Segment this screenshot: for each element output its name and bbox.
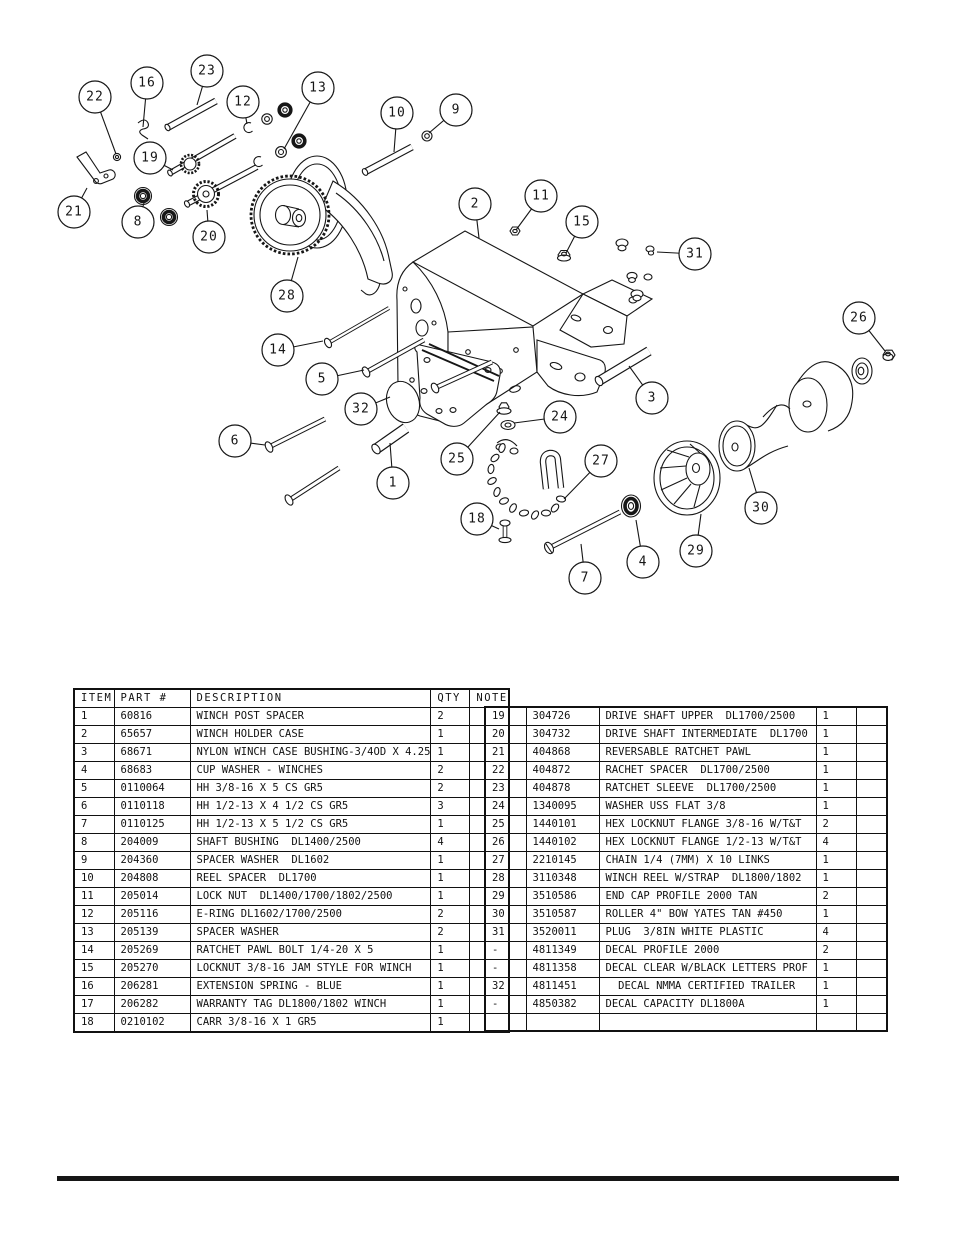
table-cell: 2	[431, 708, 470, 726]
svg-text:29: 29	[687, 543, 705, 559]
svg-text:2: 2	[470, 196, 480, 212]
table-row	[485, 834, 887, 852]
table-cell: DRIVE SHAFT UPPER DL1700/2500	[599, 707, 816, 726]
balloon-20	[193, 210, 225, 253]
table-row	[485, 798, 887, 816]
table-cell	[856, 978, 887, 996]
svg-text:25: 25	[448, 451, 466, 467]
table-cell: 2210145	[526, 852, 599, 870]
svg-text:3: 3	[647, 390, 657, 406]
balloon-30	[745, 468, 777, 524]
table-cell: WINCH REEL W/STRAP DL1800/1802	[599, 870, 816, 888]
carriage-bolt-part	[499, 520, 511, 543]
table-cell	[856, 834, 887, 852]
table-cell: 2	[431, 924, 470, 942]
table-cell: 404878	[526, 780, 599, 798]
table-cell: DECAL NMMA CERTIFIED TRAILER	[599, 978, 816, 996]
table-row	[74, 960, 509, 978]
balloon-12	[227, 86, 259, 124]
table-cell: 1	[431, 960, 470, 978]
balloon-11	[516, 180, 557, 230]
svg-text:11: 11	[532, 188, 550, 204]
balloon-29	[680, 514, 712, 567]
table-cell: 0210102	[114, 1014, 190, 1033]
svg-text:4: 4	[638, 554, 648, 570]
table-row	[74, 834, 509, 852]
balloon-21	[58, 188, 90, 228]
balloon-14	[262, 334, 323, 366]
svg-text:21: 21	[65, 204, 83, 220]
table-cell: NYLON WINCH CASE BUSHING-3/4OD X 4.25	[190, 744, 431, 762]
roller-bushing-nut-parts	[852, 350, 895, 384]
balloon-6	[219, 425, 265, 457]
table-cell: 24	[485, 798, 526, 816]
col-header-part: PART #	[114, 689, 190, 708]
table-cell: 21	[485, 744, 526, 762]
svg-text:7: 7	[580, 570, 590, 586]
table-cell: 4811451	[526, 978, 599, 996]
table-cell: WINCH POST SPACER	[190, 708, 431, 726]
table-cell: 0110064	[114, 780, 190, 798]
end-cap-part	[654, 441, 720, 515]
table-cell: DRIVE SHAFT INTERMEDIATE DL1700	[599, 726, 816, 744]
table-cell: 206281	[114, 978, 190, 996]
table-row	[485, 906, 887, 924]
table-cell: 13	[74, 924, 114, 942]
table-cell: 4	[816, 834, 856, 852]
table-cell: 5	[74, 780, 114, 798]
balloon-27	[564, 445, 617, 499]
table-cell: 404872	[526, 762, 599, 780]
table-cell: 1340095	[526, 798, 599, 816]
table-row	[74, 744, 509, 762]
table-cell: 404868	[526, 744, 599, 762]
table-cell: 205270	[114, 960, 190, 978]
table-cell	[856, 996, 887, 1014]
table-cell: 4850382	[526, 996, 599, 1014]
table-row	[74, 798, 509, 816]
balloon-23	[191, 55, 223, 105]
parts-table-left	[73, 688, 510, 1033]
svg-text:22: 22	[86, 89, 104, 105]
table-cell: E-RING DL1602/1700/2500	[190, 906, 431, 924]
table-cell	[856, 816, 887, 834]
table-cell: 1	[431, 726, 470, 744]
table-cell: 1	[816, 960, 856, 978]
table-cell	[856, 942, 887, 960]
table-cell	[856, 744, 887, 762]
winch-post-spacer-part	[370, 428, 406, 455]
table-cell: 1	[816, 780, 856, 798]
table-cell: 1	[816, 707, 856, 726]
table-cell: 4811358	[526, 960, 599, 978]
lock-nut-parts	[510, 227, 571, 261]
svg-text:15: 15	[573, 214, 591, 230]
svg-text:18: 18	[468, 511, 486, 527]
table-cell: 204360	[114, 852, 190, 870]
table-cell: 20	[485, 726, 526, 744]
svg-text:26: 26	[850, 310, 868, 326]
table-row	[74, 978, 509, 996]
table-row	[485, 960, 887, 978]
svg-text:23: 23	[198, 63, 216, 79]
flange-nut-washer-parts	[497, 403, 515, 430]
svg-text:12: 12	[234, 94, 252, 110]
table-cell: 28	[485, 870, 526, 888]
callout-balloons	[58, 55, 885, 594]
table-cell: 7	[74, 816, 114, 834]
table-cell	[856, 924, 887, 942]
svg-text:5: 5	[317, 371, 327, 387]
table-cell: -	[485, 942, 526, 960]
svg-text:13: 13	[309, 80, 327, 96]
table-cell: 1	[431, 1014, 470, 1033]
table-cell: 1	[431, 816, 470, 834]
table-row	[74, 1014, 509, 1033]
svg-text:9: 9	[451, 102, 461, 118]
table-cell: 11	[74, 888, 114, 906]
table-cell: HH 1/2-13 X 5 1/2 CS GR5	[190, 816, 431, 834]
table-cell: 23	[485, 780, 526, 798]
table-cell	[816, 1014, 856, 1031]
ratchet-pawl-part	[77, 152, 115, 184]
table-cell: 3510586	[526, 888, 599, 906]
table-cell	[856, 780, 887, 798]
table-cell	[856, 798, 887, 816]
table-cell	[856, 1014, 887, 1031]
table-row	[74, 762, 509, 780]
svg-text:6: 6	[230, 433, 240, 449]
table-cell: 16	[74, 978, 114, 996]
table-cell: 1	[431, 870, 470, 888]
table-cell	[856, 870, 887, 888]
balloon-22	[79, 81, 116, 154]
table-row	[74, 708, 509, 726]
col-header-item: ITEM	[74, 689, 114, 708]
table-cell: 1	[431, 744, 470, 762]
table-cell: 1	[816, 744, 856, 762]
table-cell: RATCHET PAWL BOLT 1/4-20 X 5	[190, 942, 431, 960]
table-cell: 1	[74, 708, 114, 726]
table-cell: 30	[485, 906, 526, 924]
table-row	[74, 996, 509, 1014]
svg-text:10: 10	[388, 105, 406, 121]
table-row	[74, 852, 509, 870]
table-row	[74, 906, 509, 924]
winch-reel-part	[251, 156, 392, 295]
table-row	[485, 780, 887, 798]
table-cell: 1	[816, 726, 856, 744]
table-cell	[856, 888, 887, 906]
table-cell: CARR 3/8-16 X 1 GR5	[190, 1014, 431, 1033]
table-cell: CUP WASHER - WINCHES	[190, 762, 431, 780]
spacer-washer-part	[422, 131, 432, 141]
table-cell	[526, 1014, 599, 1031]
table-cell: 14	[74, 942, 114, 960]
table-cell: HH 1/2-13 X 4 1/2 CS GR5	[190, 798, 431, 816]
table-cell: REEL SPACER DL1700	[190, 870, 431, 888]
table-cell: 1	[816, 870, 856, 888]
svg-text:8: 8	[133, 214, 143, 230]
svg-text:28: 28	[278, 288, 296, 304]
table-cell: 1	[431, 942, 470, 960]
table-cell: 2	[816, 816, 856, 834]
table-cell: PLUG 3/8IN WHITE PLASTIC	[599, 924, 816, 942]
drive-shaft-upper-part	[167, 136, 235, 177]
balloon-32	[345, 393, 390, 425]
table-cell: 1	[816, 762, 856, 780]
table-row	[74, 780, 509, 798]
table-cell: 68683	[114, 762, 190, 780]
table-row	[485, 744, 887, 762]
table-cell: 9	[74, 852, 114, 870]
table-cell: 1	[431, 888, 470, 906]
svg-text:19: 19	[141, 150, 159, 166]
table-row	[485, 870, 887, 888]
table-row	[485, 996, 887, 1014]
table-cell: HH 3/8-16 X 5 CS GR5	[190, 780, 431, 798]
table-cell: RATCHET SLEEVE DL1700/2500	[599, 780, 816, 798]
table-row	[485, 762, 887, 780]
table-row	[485, 1014, 887, 1031]
table-cell: 205269	[114, 942, 190, 960]
table-cell: 1	[816, 996, 856, 1014]
table-row	[74, 816, 509, 834]
table-cell: 2	[431, 762, 470, 780]
svg-text:32: 32	[352, 401, 370, 417]
table-header-row	[74, 689, 509, 708]
balloon-24	[514, 401, 576, 433]
table-cell	[856, 960, 887, 978]
table-cell: 65657	[114, 726, 190, 744]
table-cell: 3	[431, 798, 470, 816]
col-header-note: NOTE	[470, 689, 509, 708]
table-cell: WARRANTY TAG DL1800/1802 WINCH	[190, 996, 431, 1014]
table-cell: DECAL CLEAR W/BLACK LETTERS PROF	[599, 960, 816, 978]
table-cell: 205139	[114, 924, 190, 942]
table-cell: 204808	[114, 870, 190, 888]
table-cell: -	[485, 996, 526, 1014]
table-cell: 4	[816, 924, 856, 942]
table-row	[485, 816, 887, 834]
table-cell: RACHET SPACER DL1700/2500	[599, 762, 816, 780]
table-cell: 60816	[114, 708, 190, 726]
bow-roller-part	[719, 362, 853, 471]
table-cell: 2	[431, 780, 470, 798]
table-cell: 12	[74, 906, 114, 924]
balloon-18	[461, 503, 499, 535]
table-cell: 31	[485, 924, 526, 942]
table-cell: 1	[431, 978, 470, 996]
table-cell: HEX LOCKNUT FLANGE 3/8-16 W/T&T	[599, 816, 816, 834]
table-cell: 27	[485, 852, 526, 870]
col-header-qty: QTY	[431, 689, 470, 708]
table-row	[74, 888, 509, 906]
table-cell: 1	[431, 852, 470, 870]
table-row	[485, 924, 887, 942]
svg-text:24: 24	[551, 409, 569, 425]
table-cell: 1	[816, 798, 856, 816]
table-cell: EXTENSION SPRING - BLUE	[190, 978, 431, 996]
table-cell	[856, 762, 887, 780]
table-cell	[856, 707, 887, 726]
table-cell: 3510587	[526, 906, 599, 924]
ratchet-sleeve-part	[164, 101, 216, 132]
table-cell	[599, 1014, 816, 1031]
table-cell: 8	[74, 834, 114, 852]
table-cell: SPACER WASHER DL1602	[190, 852, 431, 870]
table-cell: SHAFT BUSHING DL1400/2500	[190, 834, 431, 852]
balloon-8	[122, 203, 154, 238]
table-cell: 1	[431, 996, 470, 1014]
table-cell: DECAL PROFILE 2000	[599, 942, 816, 960]
table-cell: HEX LOCKNUT FLANGE 1/2-13 W/T&T	[599, 834, 816, 852]
parts-table-right	[484, 706, 888, 1032]
table-cell: 26	[485, 834, 526, 852]
table-cell: 18	[74, 1014, 114, 1033]
winch-assembly-art	[77, 101, 895, 555]
table-cell	[856, 852, 887, 870]
table-cell: 204009	[114, 834, 190, 852]
table-cell: 2	[74, 726, 114, 744]
table-row	[74, 924, 509, 942]
table-row	[74, 870, 509, 888]
table-row	[485, 726, 887, 744]
svg-text:1: 1	[388, 475, 398, 491]
drive-shaft-intermediate-part	[183, 167, 257, 208]
table-cell: 205014	[114, 888, 190, 906]
table-cell: WASHER USS FLAT 3/8	[599, 798, 816, 816]
table-cell	[856, 726, 887, 744]
footer-rule	[57, 1176, 899, 1181]
table-cell: 2	[431, 906, 470, 924]
table-cell: ROLLER 4" BOW YATES TAN #450	[599, 906, 816, 924]
table-cell	[485, 1014, 526, 1031]
balloon-3	[629, 366, 668, 414]
balloon-2	[459, 188, 491, 238]
balloon-9	[429, 94, 472, 133]
balloon-26	[843, 302, 885, 351]
table-cell: 1440102	[526, 834, 599, 852]
svg-text:14: 14	[269, 342, 287, 358]
svg-text:31: 31	[686, 246, 704, 262]
table-cell: 25	[485, 816, 526, 834]
table-cell: CHAIN 1/4 (7MM) X 10 LINKS	[599, 852, 816, 870]
table-cell: 6	[74, 798, 114, 816]
table-cell: 0110118	[114, 798, 190, 816]
balloon-7	[569, 544, 601, 594]
table-cell: 10	[74, 870, 114, 888]
table-row	[485, 707, 887, 726]
balloon-31	[657, 238, 711, 270]
hook-part	[543, 453, 561, 489]
table-row	[74, 726, 509, 744]
table-cell: 22	[485, 762, 526, 780]
reel-spacer-part	[361, 147, 412, 176]
table-cell: 205116	[114, 906, 190, 924]
table-cell: 0110125	[114, 816, 190, 834]
table-cell: DECAL CAPACITY DL1800A	[599, 996, 816, 1014]
table-row	[485, 852, 887, 870]
cup-washer-part	[622, 495, 641, 517]
table-cell: 19	[485, 707, 526, 726]
svg-text:27: 27	[592, 453, 610, 469]
table-row	[74, 942, 509, 960]
table-cell: REVERSABLE RATCHET PAWL	[599, 744, 816, 762]
table-cell: 32	[485, 978, 526, 996]
balloon-10	[381, 97, 413, 152]
svg-text:16: 16	[138, 75, 156, 91]
table-cell: 1	[816, 906, 856, 924]
table-cell: 206282	[114, 996, 190, 1014]
table-cell: 3520011	[526, 924, 599, 942]
table-cell: 4	[74, 762, 114, 780]
svg-text:30: 30	[752, 500, 770, 516]
table-cell: 3110348	[526, 870, 599, 888]
table-row	[485, 978, 887, 996]
table-cell: SPACER WASHER	[190, 924, 431, 942]
table-cell: 29	[485, 888, 526, 906]
table-cell: 4	[431, 834, 470, 852]
table-cell: 3	[74, 744, 114, 762]
table-cell: END CAP PROFILE 2000 TAN	[599, 888, 816, 906]
table-cell: 1	[816, 852, 856, 870]
balloon-19	[134, 142, 173, 174]
balloon-5	[306, 363, 364, 395]
table-cell	[856, 906, 887, 924]
table-cell: 304726	[526, 707, 599, 726]
table-cell: 2	[816, 888, 856, 906]
table-cell: LOCK NUT DL1400/1700/1802/2500	[190, 888, 431, 906]
table-cell: WINCH HOLDER CASE	[190, 726, 431, 744]
col-header-description: DESCRIPTION	[190, 689, 431, 708]
table-cell: -	[485, 960, 526, 978]
balloon-15	[566, 206, 598, 253]
balloon-4	[627, 520, 659, 578]
table-cell: 17	[74, 996, 114, 1014]
table-row	[485, 942, 887, 960]
table-cell: 304732	[526, 726, 599, 744]
spacer-clip-part	[113, 153, 120, 160]
table-row	[485, 888, 887, 906]
balloon-28	[271, 257, 303, 312]
table-cell: 4811349	[526, 942, 599, 960]
table-cell: 1	[816, 978, 856, 996]
table-cell: 1440101	[526, 816, 599, 834]
table-cell: 2	[816, 942, 856, 960]
table-cell: 15	[74, 960, 114, 978]
balloon-16	[131, 67, 163, 127]
svg-text:20: 20	[200, 229, 218, 245]
table-cell: 68671	[114, 744, 190, 762]
table-cell: LOCKNUT 3/8-16 JAM STYLE FOR WINCH	[190, 960, 431, 978]
